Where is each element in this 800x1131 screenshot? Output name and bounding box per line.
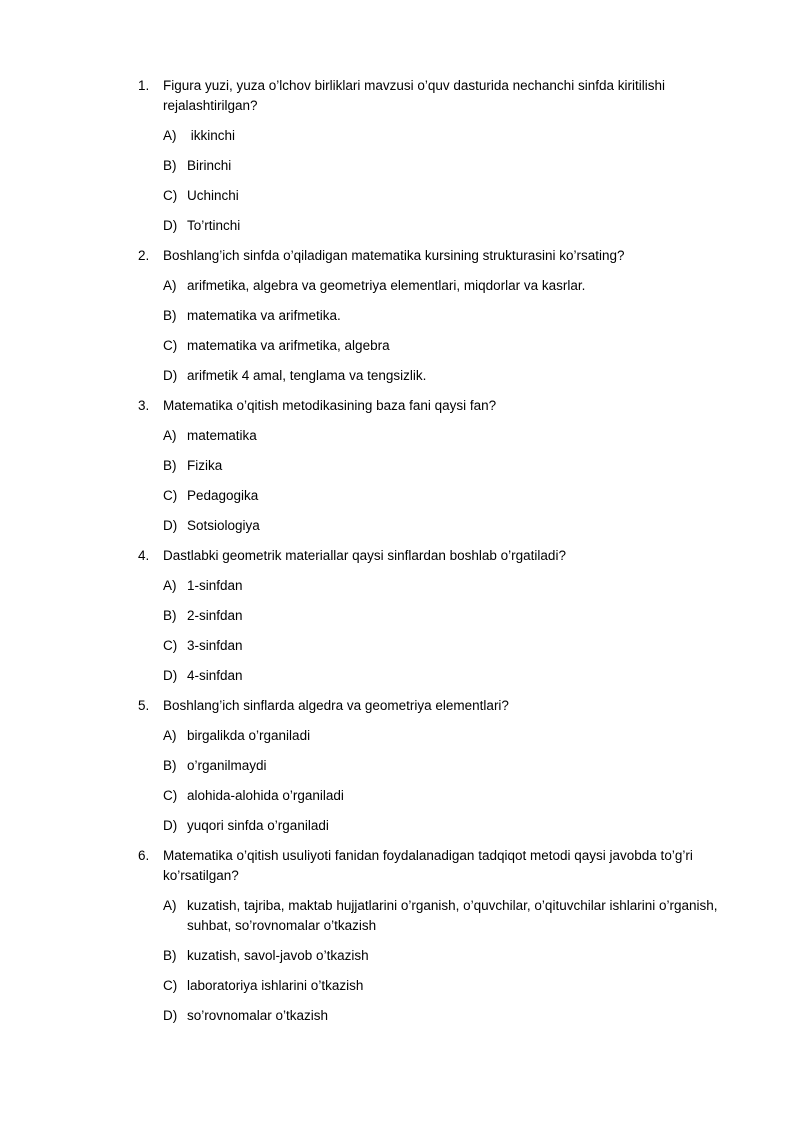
answer-text: Pedagogika	[187, 488, 259, 503]
answer-letter: B)	[163, 948, 177, 963]
answer-letter: C)	[163, 788, 178, 803]
question-item	[138, 546, 738, 686]
answer-list	[138, 276, 738, 386]
answer-list	[138, 126, 738, 236]
answer-letter: B)	[163, 308, 177, 323]
question-item	[138, 696, 738, 836]
answer-option	[163, 726, 738, 746]
answer-text: o’rganilmaydi	[187, 758, 267, 773]
answer-text: Fizika	[187, 458, 223, 473]
answer-list	[138, 576, 738, 686]
question-row	[138, 246, 738, 266]
answer-option	[163, 306, 738, 326]
answer-letter: C)	[163, 638, 178, 653]
question-text: Boshlang’ich sinflarda algedra va geometriya elementlari?	[163, 698, 509, 713]
answer-letter: B)	[163, 608, 177, 623]
answer-letter: C)	[163, 488, 178, 503]
answer-option	[163, 186, 738, 206]
answer-option	[163, 486, 738, 506]
answer-option	[163, 126, 738, 146]
answer-option	[163, 606, 738, 626]
question-text: Dastlabki geometrik materiallar qaysi sinflardan boshlab o’rgatiladi?	[163, 548, 566, 563]
answer-text: Uchinchi	[187, 188, 239, 203]
answer-text: matematika va arifmetika, algebra	[187, 338, 390, 353]
answer-text: so’rovnomalar o’tkazish	[187, 1008, 329, 1023]
answer-text: 1-sinfdan	[187, 578, 243, 593]
question-text: Matematika o’qitish metodikasining baza fani qaysi fan?	[163, 398, 497, 413]
answer-letter: D)	[163, 368, 178, 383]
question-item	[138, 846, 738, 1026]
question-item	[138, 246, 738, 386]
answer-text: Sotsiologiya	[187, 518, 260, 533]
question-text: Figura yuzi, yuza o’lchov birliklari mavzusi o’quv dasturida nechanchi sinfda kiritilishi rejalashtirilgan?	[163, 78, 665, 113]
answer-option	[163, 576, 738, 596]
answer-option	[163, 516, 738, 536]
question-number: 2.	[138, 248, 150, 263]
answer-option	[163, 786, 738, 806]
answer-option	[163, 366, 738, 386]
answer-letter: D)	[163, 518, 178, 533]
answer-option	[163, 816, 738, 836]
answer-option	[163, 756, 738, 776]
answer-letter: A)	[163, 128, 177, 143]
question-item	[138, 396, 738, 536]
answer-option	[163, 276, 738, 296]
answer-text: arifmetika, algebra va geometriya elementlari, miqdorlar va kasrlar.	[187, 278, 586, 293]
answer-option	[163, 426, 738, 446]
answer-text: arifmetik 4 amal, tenglama va tengsizlik.	[187, 368, 427, 383]
answer-text: 2-sinfdan	[187, 608, 243, 623]
answer-letter: A)	[163, 728, 177, 743]
question-number: 5.	[138, 698, 150, 713]
answer-letter: D)	[163, 1008, 178, 1023]
question-number: 6.	[138, 848, 150, 863]
answer-letter: D)	[163, 668, 178, 683]
answer-text: To’rtinchi	[187, 218, 241, 233]
answer-text: kuzatish, tajriba, maktab hujjatlarini o’rganish, o’quvchilar, o’qituvchilar ishlarini o’rganish, suhbat, so’rovnomalar o’tkazish	[187, 898, 722, 933]
question-number: 3.	[138, 398, 150, 413]
answer-text: alohida-alohida o’rganiladi	[187, 788, 344, 803]
answer-text: yuqori sinfda o’rganiladi	[187, 818, 329, 833]
answer-letter: D)	[163, 218, 178, 233]
answer-option	[163, 666, 738, 686]
answer-letter: A)	[163, 898, 177, 913]
answer-text: birgalikda o’rganiladi	[187, 728, 311, 743]
answer-option	[163, 456, 738, 476]
question-text: Boshlang’ich sinfda o’qiladigan matematika kursining strukturasini ko’rsating?	[163, 248, 625, 263]
answer-option	[163, 976, 738, 996]
answer-letter: D)	[163, 818, 178, 833]
answer-letter: B)	[163, 458, 177, 473]
answer-option	[163, 1006, 738, 1026]
answer-list	[138, 426, 738, 536]
question-row	[138, 846, 738, 886]
answer-option	[163, 896, 738, 936]
answer-text: laboratoriya ishlarini o’tkazish	[187, 978, 364, 993]
question-row	[138, 76, 738, 116]
answer-option	[163, 216, 738, 236]
question-list	[138, 76, 738, 1036]
answer-text: kuzatish, savol-javob o’tkazish	[187, 948, 369, 963]
answer-text: 4-sinfdan	[187, 668, 243, 683]
question-number: 1.	[138, 78, 150, 93]
answer-text: ikkinchi	[187, 128, 236, 143]
answer-text: matematika	[187, 428, 257, 443]
answer-option	[163, 636, 738, 656]
answer-text: matematika va arifmetika.	[187, 308, 341, 323]
answer-letter: A)	[163, 428, 177, 443]
answer-letter: C)	[163, 338, 178, 353]
answer-option	[163, 156, 738, 176]
question-number: 4.	[138, 548, 150, 563]
question-row	[138, 546, 738, 566]
question-item	[138, 76, 738, 236]
question-row	[138, 396, 738, 416]
answer-option	[163, 336, 738, 356]
answer-letter: C)	[163, 978, 178, 993]
answer-list	[138, 896, 738, 1026]
answer-text: Birinchi	[187, 158, 232, 173]
question-row	[138, 696, 738, 716]
answer-letter: B)	[163, 758, 177, 773]
question-text: Matematika o’qitish usuliyoti fanidan foydalanadigan tadqiqot metodi qaysi javobda to’g’ri ko’rsatilgan?	[163, 848, 693, 883]
answer-list	[138, 726, 738, 836]
answer-option	[163, 946, 738, 966]
answer-letter: A)	[163, 278, 177, 293]
answer-letter: A)	[163, 578, 177, 593]
answer-letter: C)	[163, 188, 178, 203]
answer-text: 3-sinfdan	[187, 638, 243, 653]
answer-letter: B)	[163, 158, 177, 173]
